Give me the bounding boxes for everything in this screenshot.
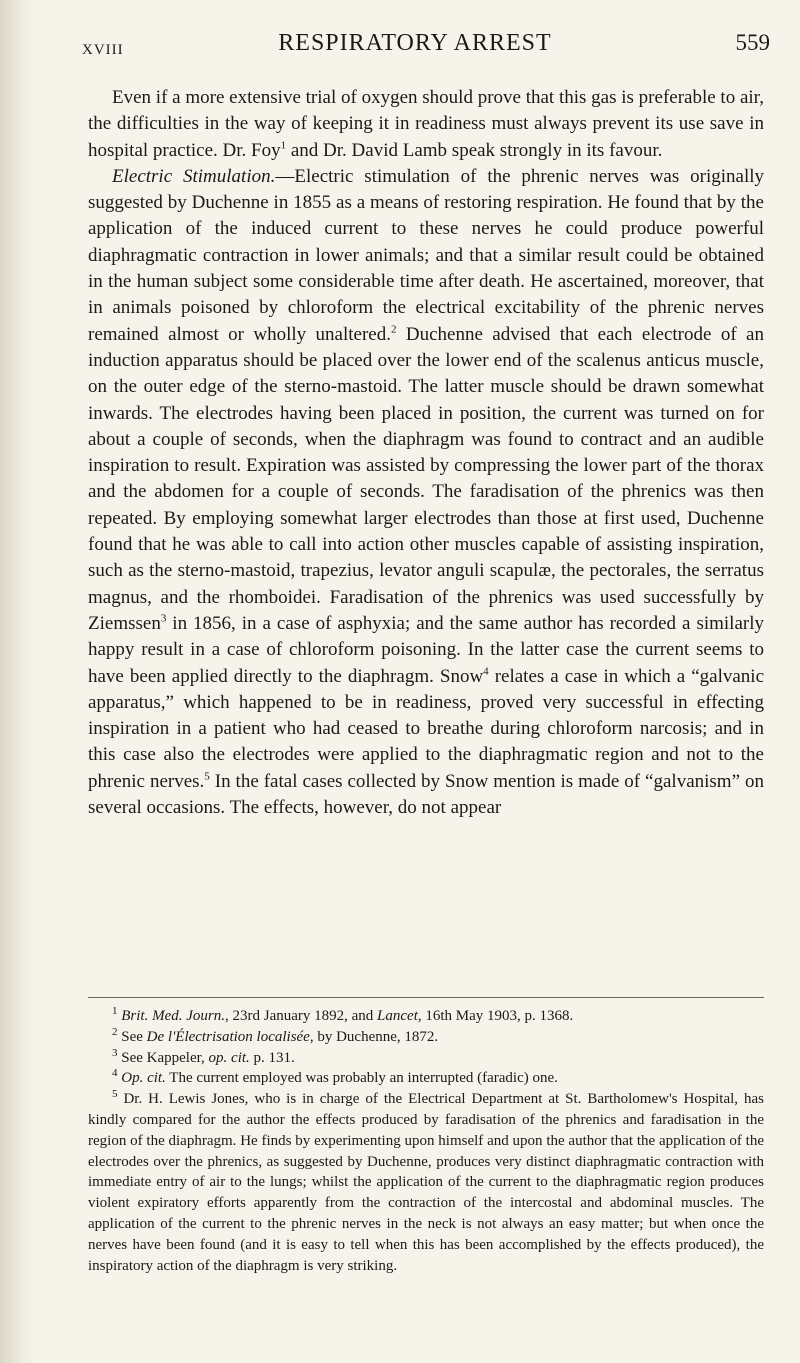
footnote-3-number: 3 bbox=[112, 1046, 118, 1059]
footnote-divider bbox=[88, 997, 764, 998]
footnote-1-text: , 23rd January 1892, and bbox=[224, 1008, 378, 1024]
footnote-2-pre: See bbox=[121, 1028, 147, 1045]
paragraph-seg-4: relates a case in which a “galvanic apparatus,” which happened to be in readiness, proved very successful in effecting inspiration in a patient who had ceased to breathe during chloroform narcosis; and in this case also the electrodes were applied to the diaphragmatic region and not to the phrenic nerves. bbox=[88, 665, 765, 792]
main-text bbox=[88, 85, 764, 821]
footnote-1-lancet: Lancet bbox=[377, 1008, 418, 1024]
paragraph-oxygen-text-a: Even if a more extensive trial of oxygen should prove that this gas is preferable to air, the difficulties in the way of keeping it in readiness must always prevent its use save in hospital practice. Dr. Foy bbox=[88, 87, 764, 161]
footnote-2-end: , by Duchenne, 1872. bbox=[309, 1028, 439, 1045]
footnote-3-end: p. 131. bbox=[249, 1049, 295, 1066]
paragraph-seg-1: —Electric stimulation of the phrenic nerves was originally suggested by Duchenne in 1855 as a means of restoring respiration. He found that by the application of the induced current to these nerves he could produce powerful diaphragmatic contraction in lower animals; and that a similar result could be obtained in the human subject some considerable time after death. He ascertained, moreover, that in animals poisoned by chloroform the electrical excitability of the phrenic nerves remained almost or wholly unaltered. bbox=[88, 165, 764, 345]
footnote-4-number: 4 bbox=[112, 1067, 118, 1080]
footnote-3-opcit: op. cit. bbox=[208, 1049, 250, 1066]
page-number: 559 bbox=[735, 30, 770, 55]
footnote-5-text: Dr. H. Lewis Jones, who is in charge of the Electrical Department at St. Bartholomew's Hospital, has kindly compared for the author the effects produced by faradisation of the phrenics and faradisation in the region of the diaphragm. He finds by experimenting upon himself and upon the author that the application of the electrodes over the phrenics, as suggested by Duchenne, produces very distinct diaphragmatic contraction with immediate entry of air to the lungs; whilst the application of the current to the diaphragmatic region produces violent expiratory efforts apparently from the contraction of the intercostal and abdominal muscles. The application of the current to the phrenic nerves in the neck is not always an easy matter; but when once the nerves have been found (and it is easy to tell when this has been accomplished by the effects produced), the inspiratory action of the diaphragm is very striking. bbox=[88, 1091, 764, 1274]
footnote-1-end: , 16th May 1903, p. 1368. bbox=[417, 1008, 574, 1024]
chapter-number: XVIII bbox=[82, 42, 124, 58]
footnote-3-pre: See Kappeler, bbox=[121, 1049, 209, 1066]
footnote-ref-1: 1 bbox=[280, 139, 287, 152]
footnote-ref-4: 4 bbox=[483, 665, 489, 678]
footnote-2 bbox=[88, 1027, 764, 1048]
paragraph-seg-2: Duchenne advised that each electrode of an induction apparatus should be placed over the lower end of the scalenus anticus muscle, on the outer edge of the sterno-mastoid. The latter muscle should be drawn somewhat inwards. The electrodes having been placed in position, the current was turned on for about a couple of seconds, when the diaphragm was found to contract and an audible inspiration to result. Expiration was assisted by compressing the lower part of the thorax and the abdomen for a couple of seconds. The faradisation of the phrenics was then repeated. By employing somewhat larger electrodes than those at first used, Duchenne found that he was able to call into action other muscles capable of assisting inspiration, such as the sterno-mastoid, trapezius, levator anguli scapulæ, the pectorales, the serratus magnus, and the rhomboidei. Faradisation of the phrenics was used successfully by Ziemssen bbox=[88, 323, 764, 634]
paragraph-seg-5: In the fatal cases collected by Snow mention is made of “galvanism” on several occasions. The effects, however, do not appear bbox=[88, 770, 764, 819]
footnote-4-opcit: Op. cit. bbox=[121, 1070, 166, 1087]
footnote-3 bbox=[88, 1048, 764, 1069]
footnote-1-number: 1 bbox=[112, 1005, 118, 1017]
footnote-1-journal: Brit. Med. Journ. bbox=[121, 1008, 225, 1024]
paragraph-seg-3: in 1856, in a case of asphyxia; and the same author has recorded a similarly happy result in a case of chloroform poisoning. In the latter case the current seems to have been applied directly to the diaphragm. Snow bbox=[88, 612, 764, 687]
page-gutter-shadow bbox=[0, 0, 34, 1363]
footnote-1 bbox=[88, 1006, 764, 1027]
footnote-4 bbox=[88, 1068, 764, 1089]
footnote-2-title: De l'Électrisation localisée bbox=[146, 1028, 310, 1045]
paragraph-oxygen bbox=[88, 85, 764, 164]
paragraph-electric-stimulation bbox=[88, 164, 764, 821]
footnote-2-number: 2 bbox=[112, 1025, 118, 1038]
footnote-ref-3: 3 bbox=[160, 612, 167, 625]
running-header bbox=[60, 22, 770, 62]
section-heading: Electric Stimulation. bbox=[112, 165, 276, 187]
footnote-4-end: The current employed was probably an interrupted (faradic) one. bbox=[165, 1070, 558, 1087]
footnotes bbox=[88, 1006, 764, 1276]
footnote-ref-2: 2 bbox=[390, 323, 397, 336]
footnote-ref-5: 5 bbox=[204, 770, 210, 783]
paragraph-oxygen-text-b: and Dr. David Lamb speak strongly in its favour. bbox=[286, 139, 663, 161]
running-title: RESPIRATORY ARREST bbox=[278, 30, 552, 56]
footnote-5 bbox=[88, 1089, 764, 1276]
footnote-5-number: 5 bbox=[112, 1088, 118, 1101]
